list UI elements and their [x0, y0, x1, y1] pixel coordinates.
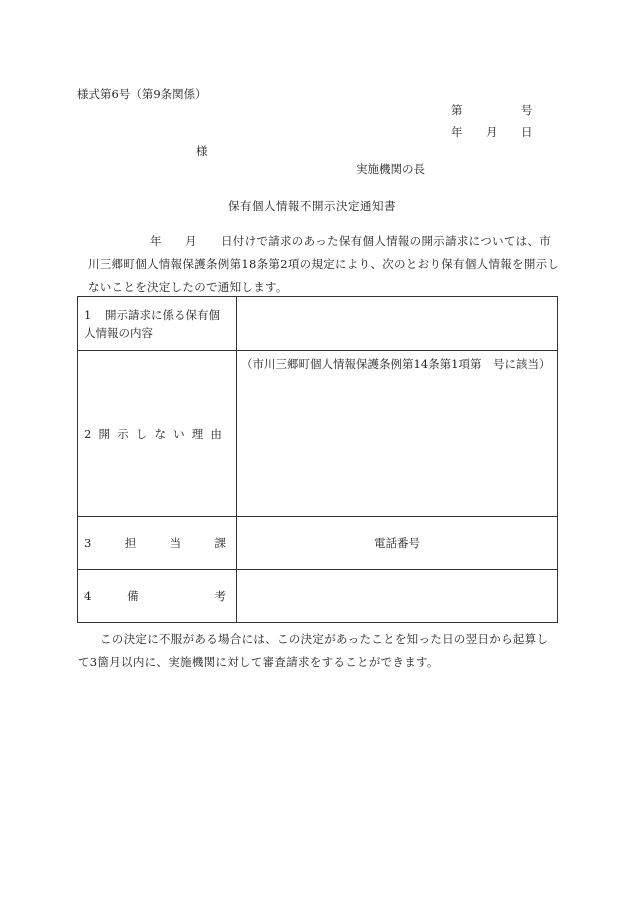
row2-value-cell[interactable] [237, 351, 558, 517]
table-row [78, 351, 558, 517]
row3-label [78, 517, 237, 570]
row4-value-cell[interactable] [237, 570, 558, 623]
document-title: 保有個人情報不開示決定通知書 [228, 199, 396, 213]
footer-note [78, 628, 562, 674]
row1-value-cell[interactable] [237, 297, 558, 351]
row1-label-a: 開示請求に係る保有個 [104, 307, 220, 322]
row2-char: 由 [210, 426, 222, 441]
row2-note: （市川三郷町個人情報保護条例第14条第1項第 号に該当） [241, 357, 551, 371]
row2-number: 2 [84, 426, 92, 441]
issuer: 実施機関の長 [356, 162, 425, 176]
row3-number: 3 [84, 536, 92, 550]
row2-char: し [135, 426, 148, 441]
intro-line3: ないことを決定したので通知します。 [88, 280, 288, 294]
date-month: 月 [486, 125, 498, 139]
footer-line1: この決定に不服がある場合には、この決定があったことを知った日の翌日から起算し [100, 632, 549, 646]
row2-char: 理 [191, 426, 204, 441]
row4-label [78, 570, 237, 623]
phone-label: 電話番号 [374, 536, 420, 550]
doc-number-label-b: 号 [521, 103, 533, 117]
row1-label [78, 297, 237, 351]
intro-line1: 日付けで請求のあった保有個人情報の開示請求については、市 [221, 234, 552, 248]
row4-char: 考 [214, 589, 226, 603]
row4-number: 4 [84, 589, 92, 603]
intro-paragraph [78, 230, 562, 299]
intro-year: 年 [150, 234, 162, 248]
row2-label [78, 351, 237, 517]
row2-char: 示 [117, 426, 129, 441]
info-table [77, 296, 558, 623]
table-row [78, 297, 558, 351]
row1-label-b: 人情報の内容 [84, 325, 153, 340]
intro-line2: 川三郷町個人情報保護条例第18条第2項の規定により、次のとおり保有個人情報を開示し [88, 257, 560, 271]
table-row [78, 570, 558, 623]
row3-value-cell[interactable] [237, 517, 558, 570]
addressee-suffix: 様 [196, 144, 208, 158]
table-row [78, 517, 558, 570]
row3-char: 担 [124, 536, 137, 550]
row4-char: 備 [127, 589, 139, 603]
row2-char: い [173, 426, 185, 441]
date-day: 日 [521, 125, 533, 139]
form-number: 様式第6号（第9条関係） [77, 87, 207, 101]
row3-char: 当 [169, 536, 182, 550]
row1-number: 1 [84, 307, 92, 322]
doc-number-label-a: 第 [451, 103, 463, 117]
intro-month: 月 [185, 234, 197, 248]
date-year: 年 [451, 125, 463, 139]
footer-line2: て3箇月以内に、実施機関に対して審査請求をすることができます。 [78, 655, 439, 669]
row2-char: な [154, 426, 166, 441]
row3-char: 課 [214, 536, 226, 550]
row2-char: 開 [98, 426, 110, 441]
